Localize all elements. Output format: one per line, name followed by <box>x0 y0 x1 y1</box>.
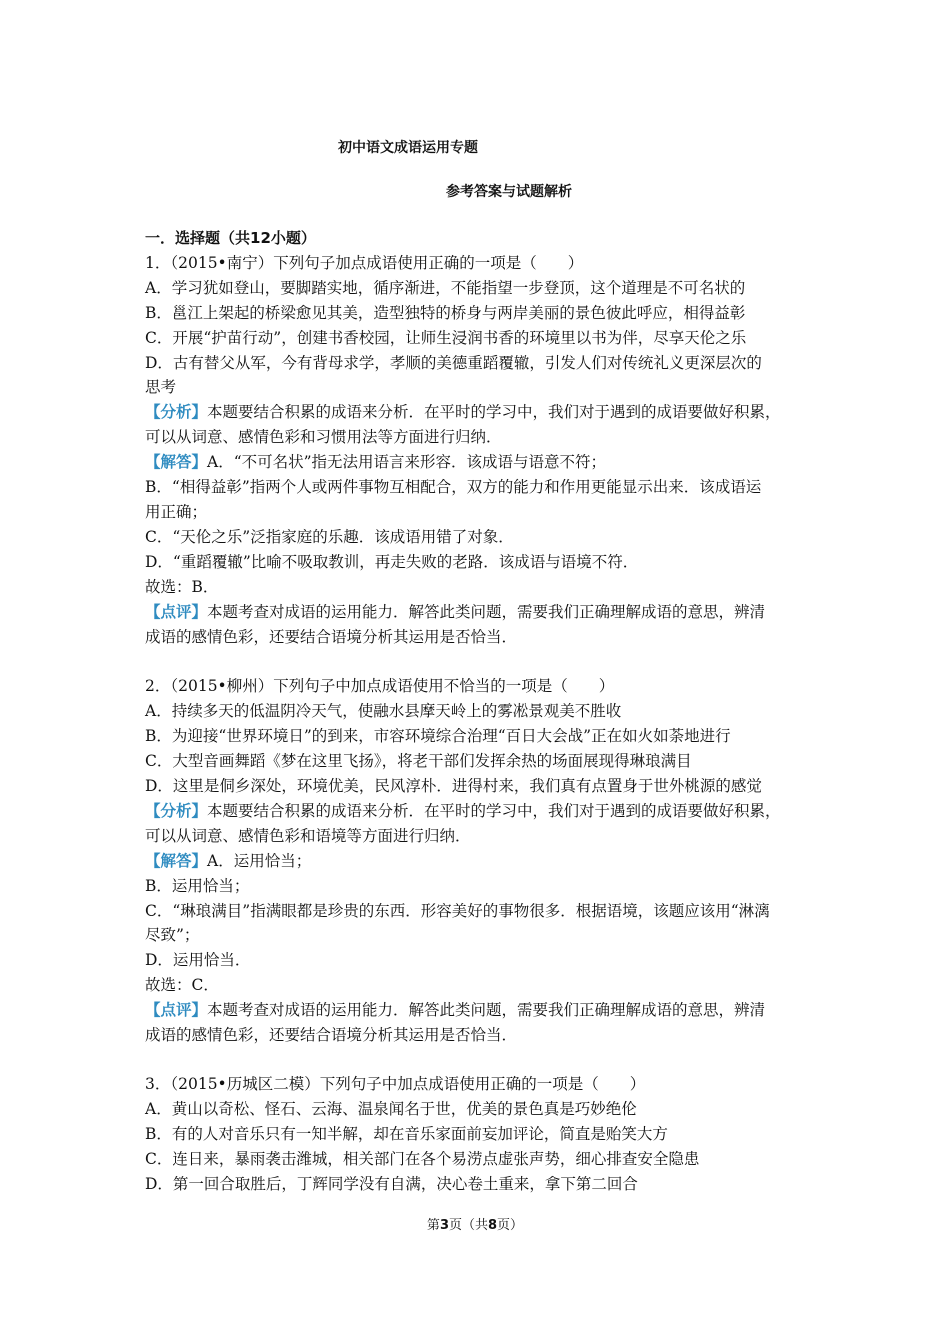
q2-option-c: C．大型音画舞蹈《梦在这里飞扬》，将老干部们发挥余热的场面展现得琳琅满目 <box>145 752 692 770</box>
comment-tag: 【点评】 <box>145 602 208 621</box>
solution-tag: 【解答】 <box>145 851 208 870</box>
q1-solution <box>145 452 606 472</box>
q2-option-a: A．持续多天的低温阴冷天气，使融水县摩天岭上的雾凇景观美不胜收 <box>145 702 622 720</box>
q1-answer: 故选：B． <box>145 578 219 596</box>
page-footer <box>0 1214 950 1233</box>
q2-option-d: D．这里是侗乡深处，环境优美，民风淳朴．进得村来，我们真有点置身于世外桃源的感觉 <box>145 777 762 795</box>
q3-stem: 3．（2015•历城区二模）下列句子中加点成语使用正确的一项是（ ） <box>145 1075 646 1093</box>
q2-stem: 2．（2015•柳州）下列句子中加点成语使用不恰当的一项是（ ） <box>145 677 615 695</box>
q1-option-d-cont: 思考 <box>145 378 177 396</box>
q1-solution-c: C．“天伦之乐”泛指家庭的乐趣．该成语用错了对象． <box>145 528 514 546</box>
q3-option-a: A．黄山以奇松、怪石、云海、温泉闻名于世，优美的景色真是巧妙绝伦 <box>145 1100 637 1118</box>
q1-solution-b: B．“相得益彰”指两个人或两件事物互相配合，双方的能力和作用更能显示出来．该成语运 <box>145 478 762 496</box>
q2-option-b: B．为迎接“世界环境日”的到来，市容环境综合治理“百日大会战”正在如火如荼地进行 <box>145 727 731 745</box>
q1-analysis-cont: 可以从词意、感情色彩和习惯用法等方面进行归纳． <box>145 428 502 446</box>
q2-answer: 故选：C． <box>145 976 219 994</box>
page-total: 8 <box>488 1218 498 1233</box>
analysis-tag: 【分析】 <box>145 801 208 820</box>
q2-solution-d: D．运用恰当． <box>145 951 251 969</box>
q2-solution-c: C．“琳琅满目”指满眼都是珍贵的东西．形容美好的事物很多．根据语境，该题应该用“淋漓 <box>145 902 770 920</box>
q1-comment <box>145 602 765 622</box>
section-title: 一．选择题（共12小题） <box>145 229 316 247</box>
q1-stem: 1．（2015•南宁）下列句子加点成语使用正确的一项是（ ） <box>145 254 584 272</box>
q2-analysis-text: 本题要结合积累的成语来分析．在平时的学习中，我们对于遇到的成语要做好积累， <box>207 802 781 820</box>
q2-comment-text: 本题考查对成语的运用能力．解答此类问题，需要我们正确理解成语的意思，辨清 <box>207 1001 766 1019</box>
q2-analysis-cont: 可以从词意、感情色彩和语境等方面进行归纳． <box>145 827 471 845</box>
document-title: 初中语文成语运用专题 <box>338 140 478 156</box>
q3-option-b: B．有的人对音乐只有一知半解，却在音乐家面前妄加评论，简直是贻笑大方 <box>145 1125 668 1143</box>
q3-option-d: D．第一回合取胜后，丁辉同学没有自满，决心卷土重来，拿下第二回合 <box>145 1175 638 1193</box>
q2-solution-b: B．运用恰当； <box>145 877 250 895</box>
q1-analysis-text: 本题要结合积累的成语来分析．在平时的学习中，我们对于遇到的成语要做好积累， <box>207 403 781 421</box>
q2-comment-cont: 成语的感情色彩，还要结合语境分析其运用是否恰当． <box>145 1026 518 1044</box>
q2-solution <box>145 851 311 871</box>
q1-solution-b-cont: 用正确； <box>145 503 208 521</box>
document-subtitle: 参考答案与试题解析 <box>446 184 572 200</box>
q2-analysis <box>145 801 781 821</box>
q1-analysis <box>145 402 781 422</box>
page-number: 3 <box>439 1218 449 1233</box>
q1-solution-text: A．“不可名状”指无法用语言来形容．该成语与语意不符； <box>207 453 607 471</box>
footer-mid: 页（共 <box>448 1218 488 1233</box>
q2-solution-text: A．运用恰当； <box>207 852 312 870</box>
comment-tag: 【点评】 <box>145 1000 208 1019</box>
footer-prefix: 第 <box>426 1218 440 1233</box>
footer-suffix: 页） <box>497 1218 524 1233</box>
q2-comment <box>145 1000 765 1020</box>
q1-solution-d: D．“重蹈覆辙”比喻不吸取教训，再走失败的老路．该成语与语境不符． <box>145 553 639 571</box>
q3-option-c: C．连日来，暴雨袭击潍城，相关部门在各个易涝点虚张声势，细心排查安全隐患 <box>145 1150 700 1168</box>
q1-comment-cont: 成语的感情色彩，还要结合语境分析其运用是否恰当． <box>145 628 518 646</box>
analysis-tag: 【分析】 <box>145 402 208 421</box>
q1-option-a: A．学习犹如登山，要脚踏实地，循序渐进，不能指望一步登顶，这个道理是不可名状的 <box>145 279 746 297</box>
q1-option-c: C．开展“护苗行动”，创建书香校园，让师生浸润书香的环境里以书为伴，尽享天伦之乐 <box>145 329 747 347</box>
q1-option-b: B．邕江上架起的桥梁愈见其美，造型独特的桥身与两岸美丽的景色彼此呼应，相得益彰 <box>145 304 746 322</box>
solution-tag: 【解答】 <box>145 452 208 471</box>
q1-option-d: D．古有替父从军，今有背母求学，孝顺的美德重蹈覆辙，引发人们对传统礼义更深层次的 <box>145 354 762 372</box>
q2-solution-c-cont: 尽致”； <box>145 926 200 944</box>
q1-comment-text: 本题考查对成语的运用能力．解答此类问题，需要我们正确理解成语的意思，辨清 <box>207 603 766 621</box>
